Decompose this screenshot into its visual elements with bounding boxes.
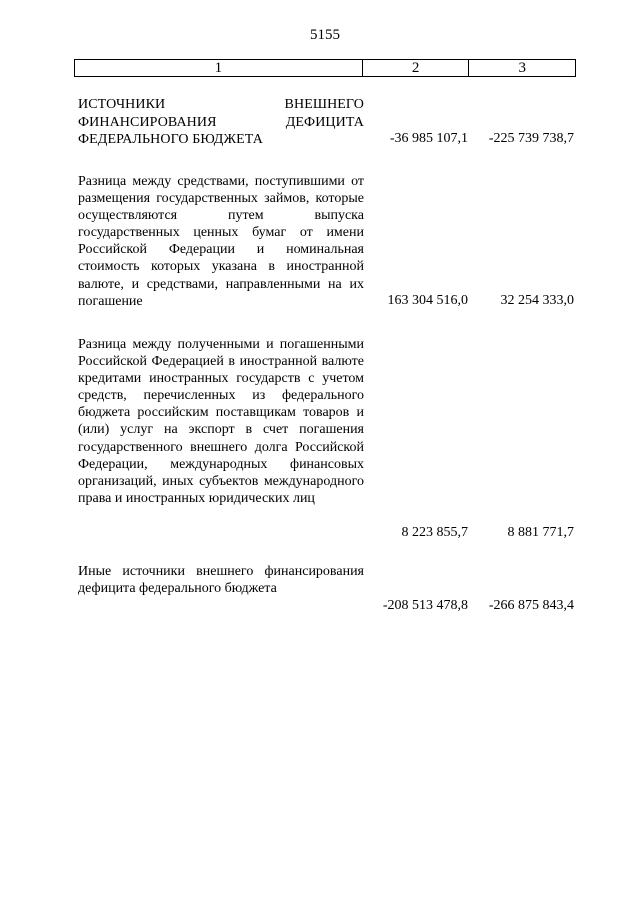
row-description: Иные источники внешнего финансирования дефицита федерального бюджета bbox=[78, 564, 364, 597]
row-value-col3: -266 875 843,4 bbox=[488, 598, 574, 613]
row-description: Разница между средствами, поступившими от размещения государственных займов, которые осуществляются путем выпуска государственных ценных бумаг от имени Российской Федерации и номинальная стоимость которых указана в иностранной валюте, и средствами, направленными на их погашение bbox=[78, 174, 364, 309]
row-value-col2: 163 304 516,0 bbox=[387, 293, 468, 308]
row-value-col3: 8 881 771,7 bbox=[507, 525, 574, 540]
row-description: ИСТОЧНИКИ ВНЕШНЕГО ФИНАНСИРОВАНИЯ ДЕФИЦИТА ФЕДЕРАЛЬНОГО БЮДЖЕТА bbox=[78, 97, 364, 147]
table-row bbox=[74, 336, 576, 546]
column-header-3: 3 bbox=[469, 60, 576, 77]
table-row bbox=[74, 173, 576, 313]
column-header-1: 1 bbox=[75, 60, 363, 77]
table-row bbox=[74, 563, 576, 623]
row-value-col3: -225 739 738,7 bbox=[488, 131, 574, 146]
row-description: Разница между полученными и погашенными Российской Федерацией в иностранной валюте кредитами иностранных государств с учетом средств, перечисленных из федерального бюджета российским поставщикам товаров и (или) услуг на экспорт в счет погашения государственного внешнего долга Российской Федерации, международных финансовых организаций, иных субъектов международного права и иностранных юридических лиц bbox=[78, 337, 364, 506]
row-value-col2: 8 223 855,7 bbox=[401, 525, 468, 540]
column-header-2: 2 bbox=[362, 60, 469, 77]
table-row bbox=[74, 96, 576, 156]
row-value-col2: -36 985 107,1 bbox=[389, 131, 468, 146]
row-value-col3: 32 254 333,0 bbox=[500, 293, 574, 308]
column-header-table bbox=[74, 59, 576, 77]
row-value-col2: -208 513 478,8 bbox=[382, 598, 468, 613]
column-header-row bbox=[75, 60, 576, 77]
page-number: 5155 bbox=[310, 27, 340, 43]
